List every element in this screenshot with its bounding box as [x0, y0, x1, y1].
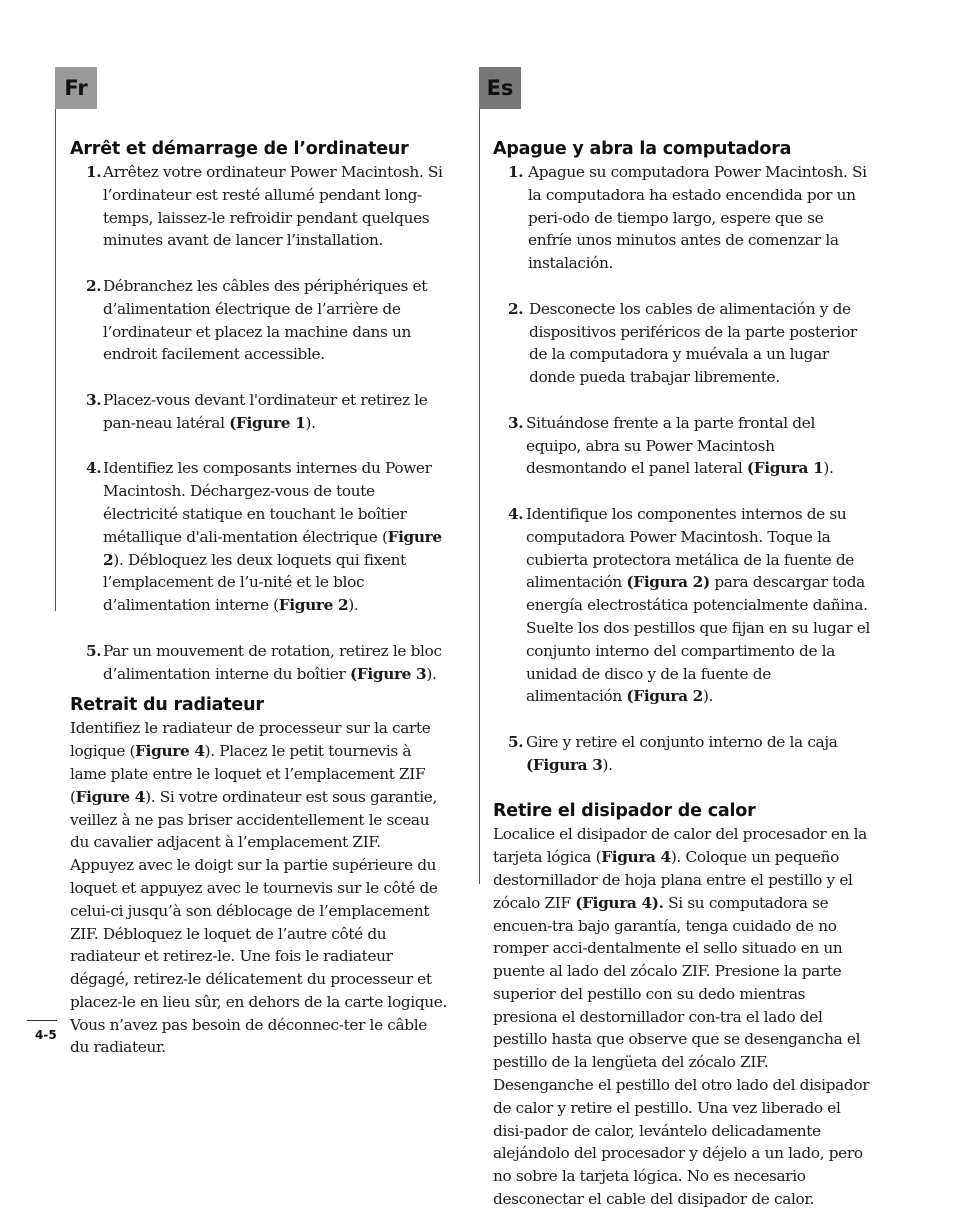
- figure-reference: (Figura 3: [526, 755, 603, 774]
- step-3: [493, 412, 871, 480]
- step-text: Identifiez les composants internes du Power Macintosh. Déchargez-vous de toute électricité statique en touchant le boîtier métallique d'ali-mentation électrique (Figure 2). Débloquez les deux loquets qui fixent l’emplacement de l’u-nité et le bloc d’alimentation interne (Figure 2).: [103, 459, 442, 615]
- step-number: 2.: [508, 299, 524, 318]
- step-1: [493, 161, 871, 275]
- figure-reference: Figure 2: [103, 527, 442, 569]
- step-text: Par un mouvement de rotation, retirez le bloc d’alimentation interne du boîtier (Figure 3).: [103, 641, 442, 683]
- figure-reference: Figure 4: [75, 787, 146, 806]
- heatsink-paragraph: Localice el disipador de calor del procesador en la tarjeta lógica (Figura 4). Coloque un pequeño destornillador de hoja plana entre el pestillo y el zócalo ZIF (Figura 4). Si su computadora se encuen-tra bajo garantía, tenga cuidado de no romper acci-dentalmente el sello situado en un puente al lado del zócalo ZIF. Presione la parte superior del pestillo con su dedo mientras presiona el destornillador con-tra el lado del pestillo hasta que observe que se desengancha el pestillo de la lengüeta del zócalo ZIF. Desenganche el pestillo del otro lado del disipador de calor y retire el pestillo. Una vez liberado el disi-pador de calor, levántelo delicadamente alejándolo del procesador y déjelo a un lado, pero no sobre la tarjeta lógica. No es necesario desconectar el cable del disipador de calor.: [493, 825, 870, 1209]
- step-4: [70, 457, 448, 617]
- step-5: [70, 640, 448, 686]
- figure-reference: Figura 4: [601, 848, 671, 867]
- step-number: 3.: [508, 413, 524, 432]
- step-number: 2.: [86, 276, 102, 295]
- language-tab-french: Fr: [55, 67, 97, 109]
- step-number: 1.: [86, 163, 102, 181]
- column-rule-spanish: [479, 109, 480, 884]
- step-text: Arrêtez votre ordinateur Power Macintosh. Si l’ordinateur est resté allumé pendant long-temps, laissez-le refroidir pendant quelques minutes avant de lancer l’installation.: [103, 163, 443, 250]
- step-text: Placez-vous devant l'ordinateur et retirez le pan-neau latéral (Figure 1).: [103, 390, 428, 432]
- section-heading-heatsink: Retire el disipador de calor: [493, 801, 756, 822]
- figure-reference: (Figura 4).: [575, 893, 664, 912]
- step-number: 4.: [508, 504, 524, 523]
- step-2: [70, 275, 448, 366]
- heatsink-paragraph: Identifiez le radiateur de processeur sur la carte logique (Figure 4). Placez le petit tournevis à lame plate entre le loquet et l’emplacement ZIF (Figure 4). Si votre ordinateur est sous garantie, veillez à ne pas briser accidentellement le sceau du cavalier adjacent à l’emplacement ZIF. Appuyez avec le doigt sur la partie supérieure du loquet et appuyez avec le tournevis sur le côté de celui-ci jusqu’à son déblocage de l’emplacement ZIF. Débloquez le loquet de l’autre côté du radiateur et retirez-le. Une fois le radiateur dégagé, retirez-le délicatement du processeur et placez-le en lieu sûr, en dehors de la carte logique. Vous n’avez pas besoin de déconnec-ter le câble du radiateur.: [70, 719, 447, 1057]
- figure-reference: Figure 2: [278, 596, 349, 615]
- column-rule-french: [55, 109, 56, 611]
- step-text: Identifique los componentes internos de su computadora Power Macintosh. Toque la cubierta protectora metálica de la fuente de alimentación (Figura 2) para descargar toda energía electrostática potencialmente dañina. Suelte los dos pestillos que fijan en su lugar el conjunto interno del compartimento de la unidad de disco y de la fuente de alimentación (Figura 2).: [526, 504, 870, 706]
- step-text: Situándose frente a la parte frontal del equipo, abra su Power Macintosh desmontando el panel lateral (Figura 1).: [526, 413, 834, 478]
- step-3: [70, 389, 448, 435]
- spanish-column: [493, 137, 871, 1211]
- step-number: 5.: [86, 641, 102, 660]
- step-number: 1.: [508, 163, 524, 181]
- step-1: [70, 161, 448, 252]
- figure-reference: (Figura 2: [626, 687, 703, 706]
- step-5: [493, 731, 871, 777]
- step-4: [493, 503, 871, 708]
- language-tab-spanish: Es: [479, 67, 521, 109]
- step-text: Apague su computadora Power Macintosh. Si la computadora ha estado encendida por un peri-odo de tiempo largo, espere que se enfríe unos minutos antes de comenzar la instalación.: [528, 163, 867, 273]
- figure-reference: Figure 4: [135, 742, 205, 761]
- section-heading-shutdown: Apague y abra la computadora: [493, 139, 792, 159]
- figure-reference: (Figura 1: [746, 459, 824, 478]
- figure-reference: (Figure 3: [350, 664, 427, 683]
- step-number: 3.: [86, 390, 102, 409]
- step-2: [493, 298, 871, 389]
- figure-reference: (Figura 2): [626, 573, 710, 592]
- step-text: Gire y retire el conjunto interno de la caja (Figura 3).: [526, 732, 838, 774]
- french-column: [70, 137, 448, 1059]
- step-text: Débranchez les câbles des périphériques et d’alimentation électrique de l’arrière de l’ordinateur et placez la machine dans un endroit facilement accessible.: [103, 276, 427, 364]
- step-number: 4.: [86, 459, 102, 478]
- page-number: 4-5: [35, 1028, 57, 1042]
- page-number-rule: [27, 1020, 57, 1021]
- figure-reference: (Figure 1: [229, 413, 306, 432]
- section-heading-shutdown: Arrêt et démarrage de l’ordinateur: [70, 139, 409, 159]
- section-heading-heatsink: Retrait du radiateur: [70, 695, 264, 716]
- step-number: 5.: [508, 732, 524, 751]
- step-text: Desconecte los cables de alimentación y de dispositivos periféricos de la parte posterior de la computadora y muévala a un lugar donde pueda trabajar libremente.: [529, 299, 857, 387]
